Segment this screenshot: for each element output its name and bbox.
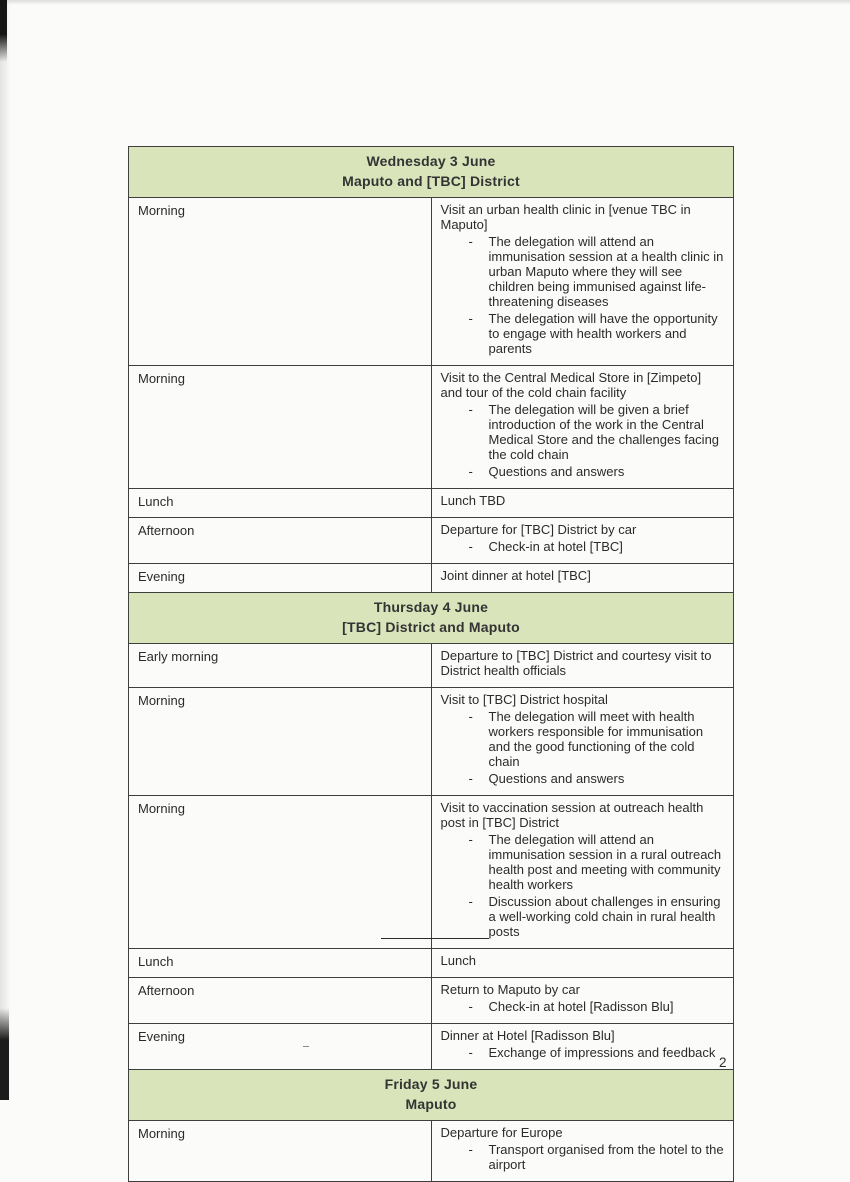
activity-cell — [431, 688, 734, 796]
section-title: Thursday 4 June — [373, 599, 489, 615]
schedule-row — [129, 1121, 734, 1182]
time-label: Morning — [129, 1121, 432, 1182]
schedule-row — [129, 518, 734, 564]
activity-cell — [431, 644, 734, 688]
bullet-dash: - — [468, 894, 473, 909]
page-number: 2 — [719, 1055, 727, 1070]
schedule-row — [129, 796, 734, 949]
bullet-dash: - — [468, 771, 473, 786]
bullet-text: Questions and answers — [488, 771, 625, 786]
bullet-item — [469, 709, 726, 769]
bullet-item — [469, 894, 726, 939]
activity-cell — [431, 1121, 734, 1182]
activity-cell — [431, 518, 734, 564]
activity-text: Lunch TBD — [440, 493, 506, 508]
bullet-item — [469, 311, 726, 356]
time-label: Early morning — [129, 644, 432, 688]
schedule-row — [129, 564, 734, 593]
bullet-text: The delegation will attend an immunisation session at a health clinic in urban Maputo where they will see children being immunised against life-threatening diseases — [488, 234, 724, 309]
activity-text: Visit to [TBC] District hospital — [440, 692, 608, 707]
schedule-row — [129, 949, 734, 978]
bullet-item — [469, 464, 726, 479]
bullet-item — [469, 539, 726, 554]
section-header — [129, 147, 734, 198]
bullet-dash: - — [468, 234, 473, 249]
activity-cell — [431, 198, 734, 366]
bullet-item — [469, 771, 726, 786]
activity-text: Lunch — [440, 953, 476, 968]
bullet-text: Transport organised from the hotel to the airport — [488, 1142, 724, 1172]
activity-cell — [431, 489, 734, 518]
section-title: Maputo and [TBC] District — [342, 173, 520, 189]
time-label: Morning — [129, 198, 432, 366]
activity-cell — [431, 949, 734, 978]
bullet-text: The delegation will meet with health workers responsible for immunisation and the good functioning of the cold chain — [488, 709, 704, 769]
bullet-item — [469, 832, 726, 892]
bullet-text: Discussion about challenges in ensuring a well-working cold chain in rural health posts — [488, 894, 721, 939]
activity-text: Dinner at Hotel [Radisson Blu] — [440, 1028, 615, 1043]
activity-cell — [431, 366, 734, 489]
bullet-item — [469, 234, 726, 309]
time-label: Morning — [129, 366, 432, 489]
bullet-text: Check-in at hotel [Radisson Blu] — [488, 999, 674, 1014]
schedule-row — [129, 366, 734, 489]
bullet-dash: - — [468, 402, 473, 417]
bullet-dash: - — [468, 1142, 473, 1157]
itinerary-table — [128, 146, 734, 1182]
section-header-row — [129, 1070, 734, 1121]
activity-text: Visit an urban health clinic in [venue TBC in Maputo] — [440, 202, 691, 232]
bullet-item — [469, 1045, 726, 1060]
time-label: Afternoon — [129, 518, 432, 564]
bullet-text: The delegation will be given a brief introduction of the work in the Central Medical Store and the challenges facing the cold chain — [488, 402, 720, 462]
section-header-row — [129, 593, 734, 644]
activity-cell — [431, 564, 734, 593]
schedule-row — [129, 978, 734, 1024]
schedule-row — [129, 1024, 734, 1070]
bullet-item — [469, 999, 726, 1014]
scan-edge-top — [0, 0, 850, 5]
section-header-row — [129, 147, 734, 198]
footer-line — [381, 938, 489, 939]
bullet-dash: - — [468, 709, 473, 724]
scan-mark-bottom-left — [0, 1008, 9, 1100]
activity-text: Departure for Europe — [440, 1125, 563, 1140]
bullet-dash: - — [468, 1045, 473, 1060]
bullet-dash: - — [468, 311, 473, 326]
section-title: Wednesday 3 June — [366, 153, 496, 169]
scan-mark-top-left — [0, 0, 7, 62]
section-header — [129, 593, 734, 644]
activity-text: Joint dinner at hotel [TBC] — [440, 568, 591, 583]
section-header — [129, 1070, 734, 1121]
schedule-row — [129, 489, 734, 518]
schedule-row — [129, 644, 734, 688]
activity-text: Visit to vaccination session at outreach health post in [TBC] District — [440, 800, 704, 830]
bullet-text: The delegation will attend an immunisation session in a rural outreach health post and meeting with community health workers — [488, 832, 722, 892]
activity-cell — [431, 796, 734, 949]
bullet-text: Check-in at hotel [TBC] — [488, 539, 623, 554]
bullet-item — [469, 1142, 726, 1172]
section-title: Friday 5 June — [384, 1076, 478, 1092]
bullet-dash: - — [468, 464, 473, 479]
schedule-row — [129, 688, 734, 796]
time-label: Evening — [129, 1024, 432, 1070]
scan-edge-left — [0, 0, 11, 1100]
activity-cell — [431, 978, 734, 1024]
activity-cell — [431, 1024, 734, 1070]
bullet-item — [469, 402, 726, 462]
activity-text: Departure for [TBC] District by car — [440, 522, 637, 537]
section-title: Maputo — [405, 1096, 457, 1112]
bullet-dash: - — [468, 832, 473, 847]
activity-text: Return to Maputo by car — [440, 982, 580, 997]
schedule-row — [129, 198, 734, 366]
scan-speck — [303, 1046, 309, 1047]
time-label: Evening — [129, 564, 432, 593]
time-label: Lunch — [129, 489, 432, 518]
time-label: Afternoon — [129, 978, 432, 1024]
bullet-dash: - — [468, 999, 473, 1014]
time-label: Morning — [129, 796, 432, 949]
activity-text: Departure to [TBC] District and courtesy visit to District health officials — [440, 648, 712, 678]
time-label: Morning — [129, 688, 432, 796]
bullet-dash: - — [468, 539, 473, 554]
bullet-text: The delegation will have the opportunity to engage with health workers and parents — [488, 311, 718, 356]
bullet-text: Questions and answers — [488, 464, 625, 479]
activity-text: Visit to the Central Medical Store in [Zimpeto] and tour of the cold chain facility — [440, 370, 702, 400]
section-title: [TBC] District and Maputo — [342, 619, 520, 635]
bullet-text: Exchange of impressions and feedback — [488, 1045, 716, 1060]
time-label: Lunch — [129, 949, 432, 978]
